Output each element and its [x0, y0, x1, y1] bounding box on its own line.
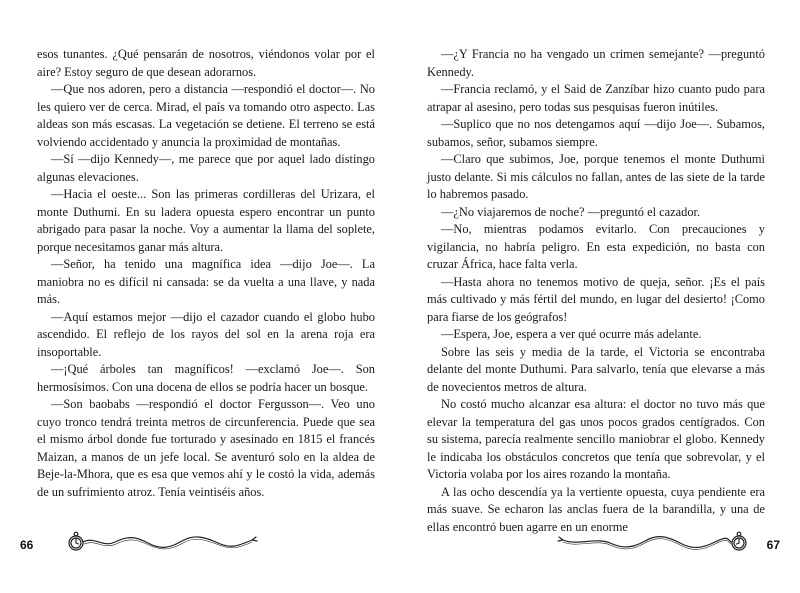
paragraph: —Son baobabs —respondió el doctor Fergusson—. Veo uno cuyo tronco tendrá treinta metros de circunferencia. Puede que sea el mismo árbol donde fue torturado y asesinado en 1815 el francés Maizan, a manos de un jefe local. Se aventuró solo en la aldea de Beje-la-Mhora, que es esa que vemos ahí y le costó la vida, además de un sufrimiento atroz. Tenía veintiséis años.: [37, 397, 375, 499]
paragraph: —Aquí estamos mejor —dijo el cazador cuando el globo hubo ascendido. El reflejo de los rayos del sol en la arena roja era insoportable.: [37, 309, 375, 359]
right-page-footer: [420, 528, 780, 556]
page-number: 67: [766, 538, 780, 552]
paragraph: No costó mucho alcanzar esa altura: el doctor no tuvo más que elevar la temperatura del gas unos pocos grados centígrados. Con su sistema, parecía realmente sencillo maniobrar el globo. Kennedy le indicaba los obstáculos concretos que tenía que sobrevolar, y el Victoria volaba por los aires rozando la montaña.: [427, 397, 765, 481]
paragraph: Sobre las seis y media de la tarde, el Victoria se encontraba delante del monte Duthumi. Para salvarlo, tenía que elevarse a más de novecientos metros de altura.: [427, 344, 765, 394]
page-number: 66: [20, 538, 34, 552]
paragraph: —Que nos adoren, pero a distancia —respondió el doctor—. No les quiero ver de cerca. Mirad, el país va tomando otro aspecto. Las aldeas son más escasas. La vegetación se detiene. El terreno se está volviendo accidentado y anuncia la proximidad de montañas.: [37, 82, 375, 149]
paragraph: —No, mientras podamos evitarlo. Con precauciones y vigilancia, no habría peligro. En esta expedición, no basta con cruzar África, hace falta verla.: [427, 222, 765, 271]
right-page-text: [427, 46, 765, 536]
paragraph: —Sí —dijo Kennedy—, me parece que por aquel lado distingo algunas elevaciones.: [37, 152, 375, 184]
paragraph: —Hacia el oeste... Son las primeras cordilleras del Urizara, el monte Duthumi. En su ladera opuesta espero encontrar un punto abrigado para pasar la noche. Voy a aumentar la llama del soplete, porque necesitamos ganar más altura.: [37, 187, 375, 254]
paragraph: —Claro que subimos, Joe, porque tenemos el monte Duthumi justo delante. Si mis cálculos no fallan, antes de las siete de la tarde lo habremos pasado.: [427, 152, 765, 201]
paragraph: —Señor, ha tenido una magnífica idea —dijo Joe—. La maniobra no es difícil ni cansada: se da vuelta a una llave, y nada más.: [37, 257, 375, 306]
paragraph: —¿Y Francia no ha vengado un crimen semejante? —preguntó Kennedy.: [427, 47, 765, 79]
left-page-text: [37, 46, 375, 501]
paragraph: A las ocho descendía ya la vertiente opuesta, cuya pendiente era más suave. Se echaron las anclas fuera de la barandilla, y una de ellas encontró buen agarre en un enorme: [427, 484, 765, 534]
right-page: [400, 0, 800, 593]
paragraph: —¿No viajaremos de noche? —preguntó el cazador.: [441, 204, 701, 219]
paragraph: —Suplico que no nos detengamos aquí —dijo Joe—. Subamos, subamos, señor, subamos siempre.: [427, 117, 765, 149]
paragraph: —Francia reclamó, y el Said de Zanzíbar hizo cuanto pudo para atrapar al asesino, pero todas sus pesquisas fueron inútiles.: [427, 82, 765, 114]
pocket-watch-chain-icon: [555, 528, 755, 556]
paragraph: —¡Qué árboles tan magníficos! —exclamó Joe—. Son hermosísimos. Con una docena de ellos se podría hacer un bosque.: [37, 362, 375, 394]
paragraph: —Espera, Joe, espera a ver qué ocurre más adelante.: [441, 327, 702, 341]
left-page-footer: [20, 528, 380, 556]
paragraph: esos tunantes. ¿Qué pensarán de nosotros, viéndonos volar por el aire? Estoy seguro de que desean adorarnos.: [37, 47, 375, 79]
paragraph: —Hasta ahora no tenemos motivo de queja, señor. ¡Es el país más cultivado y más fértil del mundo, en lugar del desierto! ¡Como para fiarse de los geógrafos!: [427, 274, 765, 324]
pocket-watch-chain-icon: [60, 528, 260, 556]
